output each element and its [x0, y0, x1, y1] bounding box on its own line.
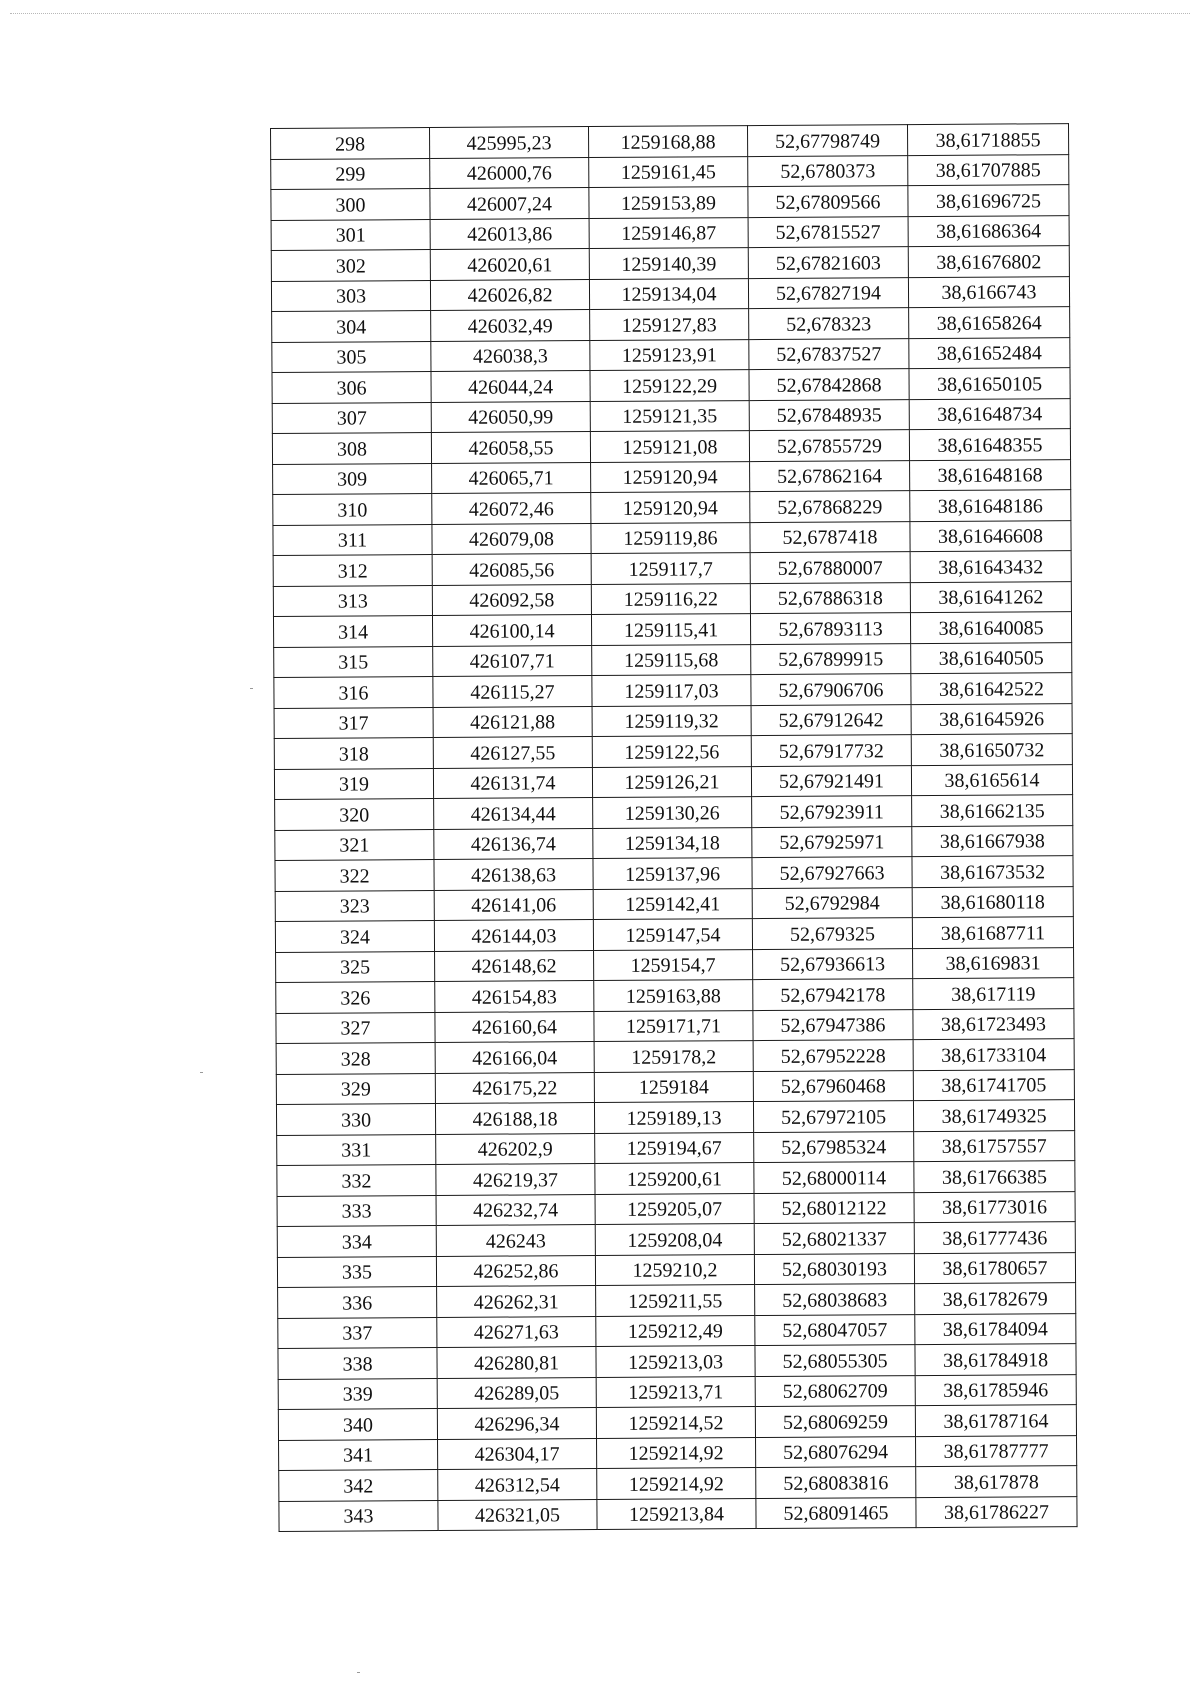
latitude-cell: 52,68083816	[756, 1467, 916, 1498]
longitude-cell: 38,61785946	[915, 1374, 1076, 1405]
y-coordinate-cell: 1259205,07	[595, 1193, 754, 1224]
point-number-cell: 335	[277, 1256, 436, 1287]
longitude-cell: 38,61652484	[909, 337, 1070, 368]
scan-edge-line	[10, 13, 1190, 14]
table-row	[275, 795, 1073, 830]
latitude-cell: 52,6792984	[752, 887, 912, 918]
y-coordinate-cell: 1259120,94	[591, 461, 750, 492]
table-row	[279, 1435, 1077, 1470]
x-coordinate-cell: 426026,82	[430, 279, 589, 310]
latitude-cell: 52,67886318	[750, 582, 910, 613]
latitude-cell: 52,67927663	[752, 857, 912, 888]
y-coordinate-cell: 1259126,21	[592, 766, 751, 797]
longitude-cell: 38,61741705	[913, 1069, 1074, 1100]
y-coordinate-cell: 1259171,71	[594, 1010, 753, 1041]
longitude-cell: 38,61787164	[915, 1405, 1076, 1436]
x-coordinate-cell: 426100,14	[432, 615, 591, 646]
longitude-cell: 38,61707885	[908, 154, 1069, 185]
table-row	[273, 490, 1071, 525]
table-row	[276, 1100, 1074, 1135]
latitude-cell: 52,67942178	[753, 979, 913, 1010]
longitude-cell: 38,61650732	[911, 734, 1072, 765]
x-coordinate-cell: 426312,54	[438, 1469, 597, 1500]
y-coordinate-cell: 1259212,49	[596, 1315, 755, 1346]
x-coordinate-cell: 426038,3	[431, 340, 590, 371]
table-row	[278, 1374, 1076, 1409]
table-row	[274, 642, 1072, 677]
x-coordinate-cell: 426085,56	[432, 554, 591, 585]
x-coordinate-cell: 426020,61	[430, 249, 589, 280]
longitude-cell: 38,61641262	[910, 581, 1071, 612]
x-coordinate-cell: 426072,46	[432, 493, 591, 524]
table-row	[273, 581, 1071, 616]
table-row	[273, 520, 1071, 555]
point-number-cell: 319	[274, 768, 433, 799]
latitude-cell: 52,67809566	[748, 186, 908, 217]
x-coordinate-cell: 426065,71	[432, 462, 591, 493]
point-number-cell: 311	[273, 524, 432, 555]
point-number-cell: 318	[274, 738, 433, 769]
point-number-cell: 317	[274, 707, 433, 738]
longitude-cell: 38,61766385	[914, 1161, 1075, 1192]
table-row	[271, 185, 1069, 220]
table-row	[272, 307, 1070, 342]
table-row	[271, 246, 1069, 281]
x-coordinate-cell: 426131,74	[433, 767, 592, 798]
y-coordinate-cell: 1259200,61	[595, 1163, 754, 1194]
point-number-cell: 314	[273, 616, 432, 647]
longitude-cell: 38,61784918	[915, 1344, 1076, 1375]
latitude-cell: 52,67923911	[752, 796, 912, 827]
longitude-cell: 38,61648168	[910, 459, 1071, 490]
x-coordinate-cell: 426219,37	[436, 1164, 595, 1195]
y-coordinate-cell: 1259119,86	[591, 522, 750, 553]
y-coordinate-cell: 1259208,04	[595, 1224, 754, 1255]
point-number-cell: 320	[275, 799, 434, 830]
table-row	[278, 1283, 1076, 1318]
y-coordinate-cell: 1259153,89	[589, 187, 748, 218]
point-number-cell: 332	[277, 1165, 436, 1196]
x-coordinate-cell: 426262,31	[437, 1286, 596, 1317]
y-coordinate-cell: 1259127,83	[590, 309, 749, 340]
y-coordinate-cell: 1259121,35	[590, 400, 749, 431]
table-row	[272, 398, 1070, 433]
point-number-cell: 306	[272, 372, 431, 403]
x-coordinate-cell: 426148,62	[435, 950, 594, 981]
latitude-cell: 52,67868229	[750, 491, 910, 522]
table-row	[274, 734, 1072, 769]
y-coordinate-cell: 1259154,7	[594, 949, 753, 980]
table-row	[272, 337, 1070, 372]
x-coordinate-cell: 426271,63	[437, 1316, 596, 1347]
latitude-cell: 52,67842868	[749, 369, 909, 400]
latitude-cell: 52,67947386	[753, 1009, 913, 1040]
scan-speck	[200, 1072, 203, 1073]
point-number-cell: 336	[278, 1287, 437, 1318]
point-number-cell: 308	[272, 433, 431, 464]
point-number-cell: 337	[278, 1317, 437, 1348]
x-coordinate-cell: 426160,64	[435, 1011, 594, 1042]
latitude-cell: 52,67906706	[751, 674, 911, 705]
y-coordinate-cell: 1259178,2	[594, 1041, 753, 1072]
table-row	[271, 124, 1069, 159]
table-row	[277, 1252, 1075, 1287]
x-coordinate-cell: 426013,86	[430, 218, 589, 249]
point-number-cell: 341	[279, 1439, 438, 1470]
table-row	[278, 1313, 1076, 1348]
longitude-cell: 38,61718855	[907, 124, 1068, 155]
table-row	[273, 612, 1071, 647]
table-row	[276, 978, 1074, 1013]
point-number-cell: 298	[271, 128, 430, 159]
x-coordinate-cell: 426044,24	[431, 371, 590, 402]
y-coordinate-cell: 1259130,26	[593, 797, 752, 828]
coordinates-table	[270, 123, 1078, 1532]
table-row	[278, 1405, 1076, 1440]
longitude-cell: 38,61640085	[910, 612, 1071, 643]
longitude-cell: 38,6166743	[908, 276, 1069, 307]
y-coordinate-cell: 1259213,03	[596, 1346, 755, 1377]
longitude-cell: 38,61780657	[914, 1252, 1075, 1283]
table-row	[273, 551, 1071, 586]
x-coordinate-cell: 426252,86	[436, 1255, 595, 1286]
latitude-cell: 52,679325	[752, 918, 912, 949]
y-coordinate-cell: 1259163,88	[594, 980, 753, 1011]
latitude-cell: 52,67862164	[750, 460, 910, 491]
table-row	[275, 825, 1073, 860]
longitude-cell: 38,61673532	[912, 856, 1073, 887]
longitude-cell: 38,61749325	[913, 1100, 1074, 1131]
x-coordinate-cell: 426141,06	[434, 889, 593, 920]
x-coordinate-cell: 426092,58	[432, 584, 591, 615]
point-number-cell: 324	[275, 921, 434, 952]
latitude-cell: 52,678323	[749, 308, 909, 339]
point-number-cell: 300	[271, 189, 430, 220]
latitude-cell: 52,68012122	[754, 1192, 914, 1223]
latitude-cell: 52,67821603	[748, 247, 908, 278]
x-coordinate-cell: 426115,27	[433, 676, 592, 707]
y-coordinate-cell: 1259214,92	[597, 1437, 756, 1468]
latitude-cell: 52,67837527	[749, 338, 909, 369]
latitude-cell: 52,67985324	[754, 1131, 914, 1162]
latitude-cell: 52,68021337	[754, 1223, 914, 1254]
latitude-cell: 52,67972105	[753, 1101, 913, 1132]
x-coordinate-cell: 426107,71	[433, 645, 592, 676]
table-row	[272, 368, 1070, 403]
latitude-cell: 52,6787418	[750, 521, 910, 552]
point-number-cell: 303	[271, 280, 430, 311]
longitude-cell: 38,61648734	[909, 398, 1070, 429]
point-number-cell: 327	[276, 1012, 435, 1043]
x-coordinate-cell: 426154,83	[435, 981, 594, 1012]
y-coordinate-cell: 1259134,04	[589, 278, 748, 309]
longitude-cell: 38,61662135	[912, 795, 1073, 826]
y-coordinate-cell: 1259213,84	[597, 1498, 756, 1529]
point-number-cell: 325	[276, 951, 435, 982]
y-coordinate-cell: 1259123,91	[590, 339, 749, 370]
x-coordinate-cell: 426232,74	[436, 1194, 595, 1225]
latitude-cell: 52,68038683	[755, 1284, 915, 1315]
table-row	[276, 1069, 1074, 1104]
y-coordinate-cell: 1259161,45	[589, 156, 748, 187]
longitude-cell: 38,61642522	[911, 673, 1072, 704]
x-coordinate-cell: 426134,44	[434, 798, 593, 829]
table-row	[271, 276, 1069, 311]
latitude-cell: 52,68062709	[755, 1375, 915, 1406]
x-coordinate-cell: 426280,81	[437, 1347, 596, 1378]
x-coordinate-cell: 426175,22	[435, 1072, 594, 1103]
table-row	[279, 1466, 1077, 1501]
x-coordinate-cell: 425995,23	[430, 127, 589, 158]
table-row	[274, 673, 1072, 708]
latitude-cell: 52,67798749	[747, 125, 907, 156]
table-row	[271, 215, 1069, 250]
x-coordinate-cell: 426050,99	[431, 401, 590, 432]
y-coordinate-cell: 1259122,56	[592, 736, 751, 767]
x-coordinate-cell: 426166,04	[435, 1042, 594, 1073]
coordinates-table-body	[271, 124, 1078, 1532]
longitude-cell: 38,617878	[916, 1466, 1077, 1497]
latitude-cell: 52,67899915	[751, 643, 911, 674]
x-coordinate-cell: 426188,18	[435, 1103, 594, 1134]
longitude-cell: 38,6165614	[911, 764, 1072, 795]
x-coordinate-cell: 426243	[436, 1225, 595, 1256]
x-coordinate-cell: 426321,05	[438, 1499, 597, 1530]
y-coordinate-cell: 1259210,2	[595, 1254, 754, 1285]
latitude-cell: 52,67848935	[749, 399, 909, 430]
y-coordinate-cell: 1259119,32	[592, 705, 751, 736]
x-coordinate-cell: 426144,03	[434, 920, 593, 951]
longitude-cell: 38,61680118	[912, 886, 1073, 917]
table-row	[273, 459, 1071, 494]
point-number-cell: 334	[277, 1226, 436, 1257]
latitude-cell: 52,67921491	[751, 765, 911, 796]
point-number-cell: 309	[273, 463, 432, 494]
y-coordinate-cell: 1259213,71	[596, 1376, 755, 1407]
table-row	[278, 1344, 1076, 1379]
latitude-cell: 52,67912642	[751, 704, 911, 735]
longitude-cell: 38,61733104	[913, 1039, 1074, 1070]
table-row	[275, 856, 1073, 891]
table-row	[277, 1191, 1075, 1226]
latitude-cell: 52,67936613	[753, 948, 913, 979]
table-row	[274, 764, 1072, 799]
latitude-cell: 52,68047057	[755, 1314, 915, 1345]
point-number-cell: 333	[277, 1195, 436, 1226]
latitude-cell: 52,67855729	[749, 430, 909, 461]
x-coordinate-cell: 426127,55	[433, 737, 592, 768]
longitude-cell: 38,617119	[913, 978, 1074, 1009]
y-coordinate-cell: 1259115,41	[591, 614, 750, 645]
longitude-cell: 38,61658264	[909, 307, 1070, 338]
x-coordinate-cell: 426032,49	[431, 310, 590, 341]
table-row	[277, 1161, 1075, 1196]
longitude-cell: 38,61646608	[910, 520, 1071, 551]
latitude-cell: 52,68030193	[754, 1253, 914, 1284]
table-row	[277, 1130, 1075, 1165]
point-number-cell: 310	[273, 494, 432, 525]
longitude-cell: 38,61686364	[908, 215, 1069, 246]
x-coordinate-cell: 426136,74	[434, 828, 593, 859]
scan-speck	[357, 1672, 360, 1673]
y-coordinate-cell: 1259115,68	[592, 644, 751, 675]
x-coordinate-cell: 426007,24	[430, 188, 589, 219]
y-coordinate-cell: 1259134,18	[593, 827, 752, 858]
longitude-cell: 38,61650105	[909, 368, 1070, 399]
longitude-cell: 38,61773016	[914, 1191, 1075, 1222]
longitude-cell: 38,61787777	[916, 1435, 1077, 1466]
latitude-cell: 52,68000114	[754, 1162, 914, 1193]
x-coordinate-cell: 426121,88	[433, 706, 592, 737]
longitude-cell: 38,61645926	[911, 703, 1072, 734]
x-coordinate-cell: 426138,63	[434, 859, 593, 890]
point-number-cell: 299	[271, 158, 430, 189]
latitude-cell: 52,67815527	[748, 216, 908, 247]
latitude-cell: 52,67893113	[750, 613, 910, 644]
point-number-cell: 330	[276, 1104, 435, 1135]
longitude-cell: 38,61757557	[914, 1130, 1075, 1161]
longitude-cell: 38,61667938	[912, 825, 1073, 856]
y-coordinate-cell: 1259137,96	[593, 858, 752, 889]
table-row	[276, 947, 1074, 982]
point-number-cell: 304	[272, 311, 431, 342]
longitude-cell: 38,61687711	[912, 917, 1073, 948]
point-number-cell: 315	[274, 646, 433, 677]
longitude-cell: 38,6169831	[913, 947, 1074, 978]
y-coordinate-cell: 1259116,22	[591, 583, 750, 614]
y-coordinate-cell: 1259117,03	[592, 675, 751, 706]
y-coordinate-cell: 1259184	[594, 1071, 753, 1102]
point-number-cell: 301	[271, 219, 430, 250]
y-coordinate-cell: 1259142,41	[593, 888, 752, 919]
x-coordinate-cell: 426304,17	[438, 1438, 597, 1469]
latitude-cell: 52,68069259	[755, 1406, 915, 1437]
table-row	[274, 703, 1072, 738]
latitude-cell: 52,68091465	[756, 1497, 916, 1528]
latitude-cell: 52,67960468	[753, 1070, 913, 1101]
table-row	[272, 429, 1070, 464]
point-number-cell: 307	[272, 402, 431, 433]
point-number-cell: 302	[271, 250, 430, 281]
point-number-cell: 313	[273, 585, 432, 616]
point-number-cell: 323	[275, 890, 434, 921]
table-row	[275, 917, 1073, 952]
y-coordinate-cell: 1259146,87	[589, 217, 748, 248]
longitude-cell: 38,61676802	[908, 246, 1069, 277]
latitude-cell: 52,67917732	[751, 735, 911, 766]
latitude-cell: 52,67952228	[753, 1040, 913, 1071]
latitude-cell: 52,68076294	[756, 1436, 916, 1467]
y-coordinate-cell: 1259140,39	[589, 248, 748, 279]
longitude-cell: 38,61723493	[913, 1008, 1074, 1039]
table-row	[277, 1222, 1075, 1257]
latitude-cell: 52,67925971	[752, 826, 912, 857]
longitude-cell: 38,61777436	[914, 1222, 1075, 1253]
table-row	[271, 154, 1069, 189]
y-coordinate-cell: 1259189,13	[594, 1102, 753, 1133]
point-number-cell: 339	[278, 1378, 437, 1409]
y-coordinate-cell: 1259214,92	[597, 1468, 756, 1499]
latitude-cell: 52,67827194	[748, 277, 908, 308]
latitude-cell: 52,68055305	[755, 1345, 915, 1376]
y-coordinate-cell: 1259194,67	[595, 1132, 754, 1163]
point-number-cell: 312	[273, 555, 432, 586]
table-row	[279, 1496, 1077, 1531]
x-coordinate-cell: 426079,08	[432, 523, 591, 554]
y-coordinate-cell: 1259214,52	[596, 1407, 755, 1438]
latitude-cell: 52,6780373	[748, 155, 908, 186]
scan-speck	[250, 688, 253, 689]
longitude-cell: 38,61640505	[911, 642, 1072, 673]
latitude-cell: 52,67880007	[750, 552, 910, 583]
longitude-cell: 38,61786227	[916, 1496, 1077, 1527]
point-number-cell: 338	[278, 1348, 437, 1379]
y-coordinate-cell: 1259117,7	[591, 553, 750, 584]
y-coordinate-cell: 1259211,55	[596, 1285, 755, 1316]
point-number-cell: 342	[279, 1470, 438, 1501]
point-number-cell: 328	[276, 1043, 435, 1074]
point-number-cell: 343	[279, 1500, 438, 1531]
point-number-cell: 326	[276, 982, 435, 1013]
longitude-cell: 38,61643432	[910, 551, 1071, 582]
point-number-cell: 316	[274, 677, 433, 708]
x-coordinate-cell: 426296,34	[437, 1408, 596, 1439]
x-coordinate-cell: 426058,55	[431, 432, 590, 463]
longitude-cell: 38,61648186	[910, 490, 1071, 521]
longitude-cell: 38,61696725	[908, 185, 1069, 216]
point-number-cell: 305	[272, 341, 431, 372]
longitude-cell: 38,61648355	[909, 429, 1070, 460]
x-coordinate-cell: 426289,05	[437, 1377, 596, 1408]
longitude-cell: 38,61784094	[915, 1313, 1076, 1344]
y-coordinate-cell: 1259120,94	[591, 492, 750, 523]
table-row	[276, 1039, 1074, 1074]
x-coordinate-cell: 426202,9	[436, 1133, 595, 1164]
x-coordinate-cell: 426000,76	[430, 157, 589, 188]
point-number-cell: 340	[278, 1409, 437, 1440]
y-coordinate-cell: 1259147,54	[593, 919, 752, 950]
longitude-cell: 38,61782679	[915, 1283, 1076, 1314]
table-row	[275, 886, 1073, 921]
y-coordinate-cell: 1259168,88	[588, 126, 747, 157]
point-number-cell: 322	[275, 860, 434, 891]
y-coordinate-cell: 1259121,08	[590, 431, 749, 462]
point-number-cell: 331	[277, 1134, 436, 1165]
point-number-cell: 329	[276, 1073, 435, 1104]
y-coordinate-cell: 1259122,29	[590, 370, 749, 401]
point-number-cell: 321	[275, 829, 434, 860]
table-row	[276, 1008, 1074, 1043]
